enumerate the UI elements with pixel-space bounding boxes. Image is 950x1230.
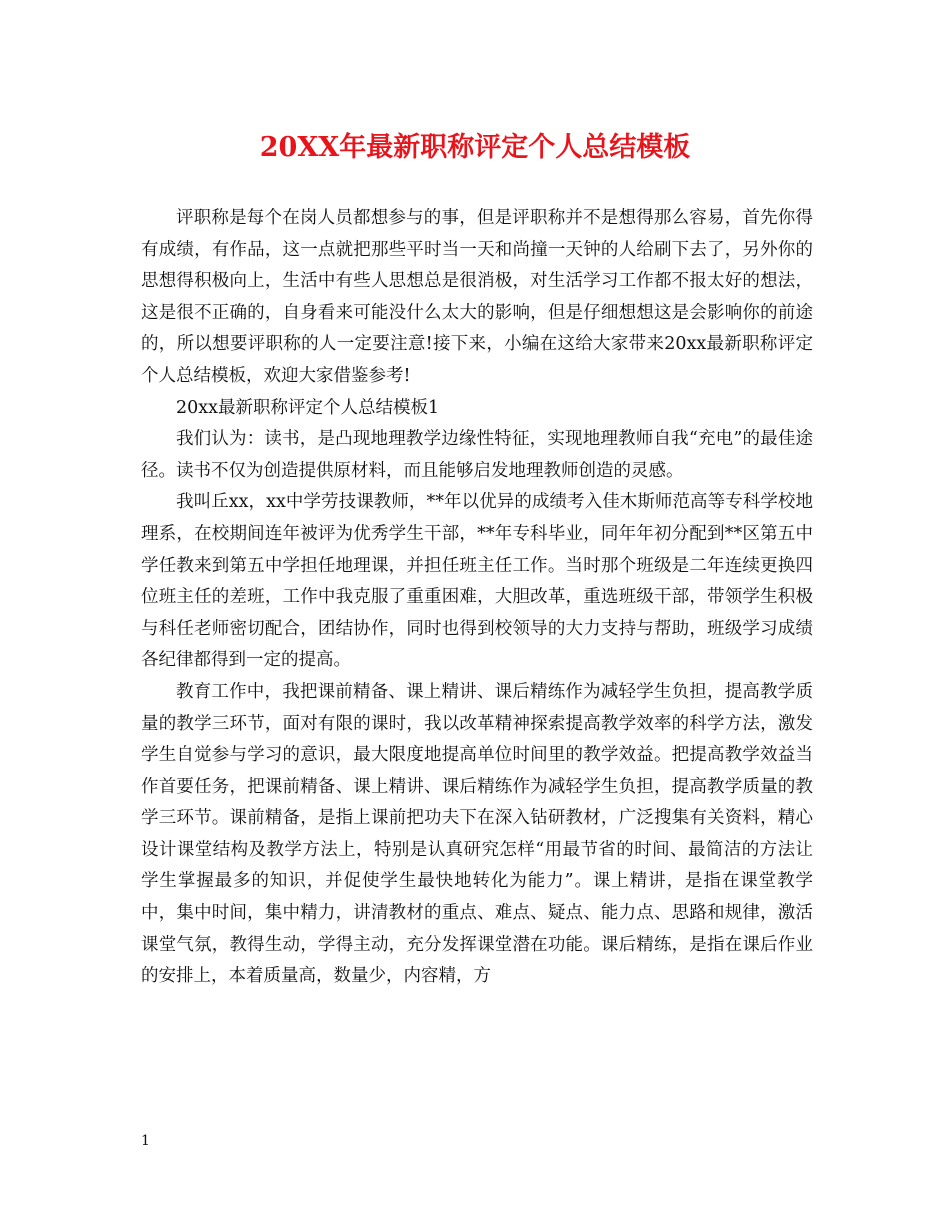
page-number: 1 — [141, 1133, 150, 1149]
body-paragraph: 我们认为：读书，是凸现地理教学边缘性特征，实现地理教师自我“充电”的最佳途径。读书不仅为创造提供原材料，而且能够启发地理教师创造的灵感。 — [141, 429, 813, 481]
body-paragraph: 我叫丘xx，xx中学劳技课教师，**年以优异的成绩考入佳木斯师范高等专科学校地理系，在校期间连年被评为优秀学生干部，**年专科毕业，同年年初分配到**区第五中学任教来到第五中学担任地理课，并担任班主任工作。当时那个班级是二年连续更换四位班主任的差班，工作中我克服了重重困难，大胆改革，重选班级干部，带领学生积极与科任老师密切配合，团结协作，同时也得到校领导的大力支持与帮助，班级学习成绩各纪律都得到一定的提高。 — [141, 492, 813, 671]
section-heading: 20xx最新职称评定个人总结模板1 — [176, 397, 440, 418]
document-title: 20XX年最新职称评定个人总结模板 — [259, 132, 691, 163]
body-paragraph: 教育工作中，我把课前精备、课上精讲、课后精练作为减轻学生负担，提高教学质量的教学三环节，面对有限的课时，我以改革精神探索提高教学效率的科学方法，激发学生自觉参与学习的意识，最大限度地提高单位时间里的教学效益。把提高教学效益当作首要任务，把课前精备、课上精讲、课后精练作为减轻学生负担，提高教学质量的教学三环节。课前精备，是指上课前把功夫下在深入钻研教材，广泛搜集有关资料，精心设计课堂结构及教学方法上，特别是认真研究怎样“用最节省的时间、最简洁的方法让学生掌握最多的知识，并促使学生最快地转化为能力”。课上精讲，是指在课堂教学中，集中时间，集中精力，讲清教材的重点、难点、疑点、能力点、思路和规律，激活课堂气氛，教得生动，学得主动，充分发挥课堂潜在功能。课后精练，是指在课后作业的安排上，本着质量高，数量少，内容精，方 — [141, 681, 813, 987]
document-body — [141, 203, 813, 993]
intro-paragraph: 评职称是每个在岗人员都想参与的事，但是评职称并不是想得那么容易，首先你得有成绩，有作品，这一点就把那些平时当一天和尚撞一天钟的人给刷下去了，另外你的思想得积极向上，生活中有些人思想总是很消极，对生活学习工作都不报太好的想法，这是很不正确的，自身看来可能没什么太大的影响，但是仔细想想这是会影响你的前途的，所以想要评职称的人一定要注意!接下来，小编在这给大家带来20xx最新职称评定个人总结模板，欢迎大家借鉴参考! — [141, 208, 813, 386]
